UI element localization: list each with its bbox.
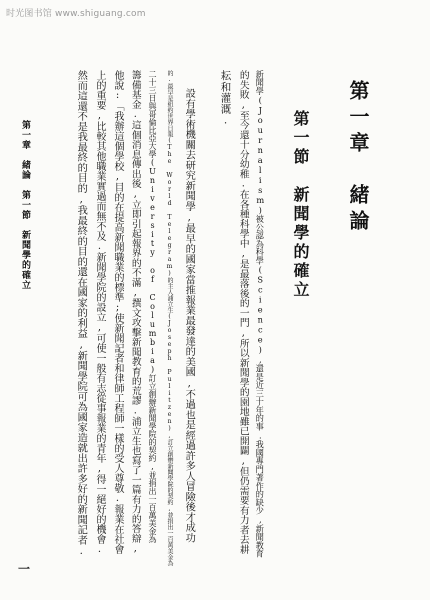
chapter-title: 第一章 緒論 (346, 80, 370, 236)
page-number: 一 (18, 562, 31, 576)
body-line: 上的重要,比較其他職業實過而無不及.新聞學院的設立,可使一般有志從事報業的青年,得一絕好的機會. (94, 70, 105, 555)
body-line: 籌備基金.這個消息傳出後,立即引起報界的不滿,撰文攻擊新聞教育的荒謬.浦立生也寫了一篇有力的答辯, (129, 70, 141, 554)
section-title: 第一節 新聞學的確立 (291, 110, 310, 300)
body-line: 二十三日與哥倫比亞大學(University of Columbia)訂立創辦新聞學院的契約,並捐出一百萬美金為 (148, 70, 157, 543)
body-line: 新聞學(Journalism)被公認為科學(Science),還是近三十年的事.我國專門著作的缺少,新聞教育 (255, 70, 266, 558)
running-footer: 第一章 緒論 第一節 新聞學的確立 (20, 120, 30, 290)
watermark: 时光图书馆 www.shiguang.com (6, 9, 146, 19)
body-line: 他說:「我辦這個學校,目的在提高新聞職業的標準;使新聞記者和律師工程師一樣的受人尊敬.報業在社會 (112, 70, 123, 554)
body-line: 耘和灌溉. (219, 70, 232, 127)
body-line: 然而這還不是我最終的目的,我最終的目的還在國家的利益,新聞學院可為國家造就出許多好的新聞記者. (75, 70, 88, 557)
body-line: 的失敗,至今還十分幼稚.在各種科學中,是最落後的一門,所以新聞學的園地雖已開闢,但仍需要有力者去耕 (237, 70, 249, 554)
body-line: 的.最早是紐約世界日報(The World Telegram)的主人浦立生(Joseph Pulitzen),訂立創辦新聞學院的契約,並捐出一百萬美金為 (166, 70, 173, 566)
body-line: 設有學術機關去研究新聞學,最早的國家當推報業最發達的美國,不過也是經過許多人冒險後才成功 (183, 88, 196, 543)
